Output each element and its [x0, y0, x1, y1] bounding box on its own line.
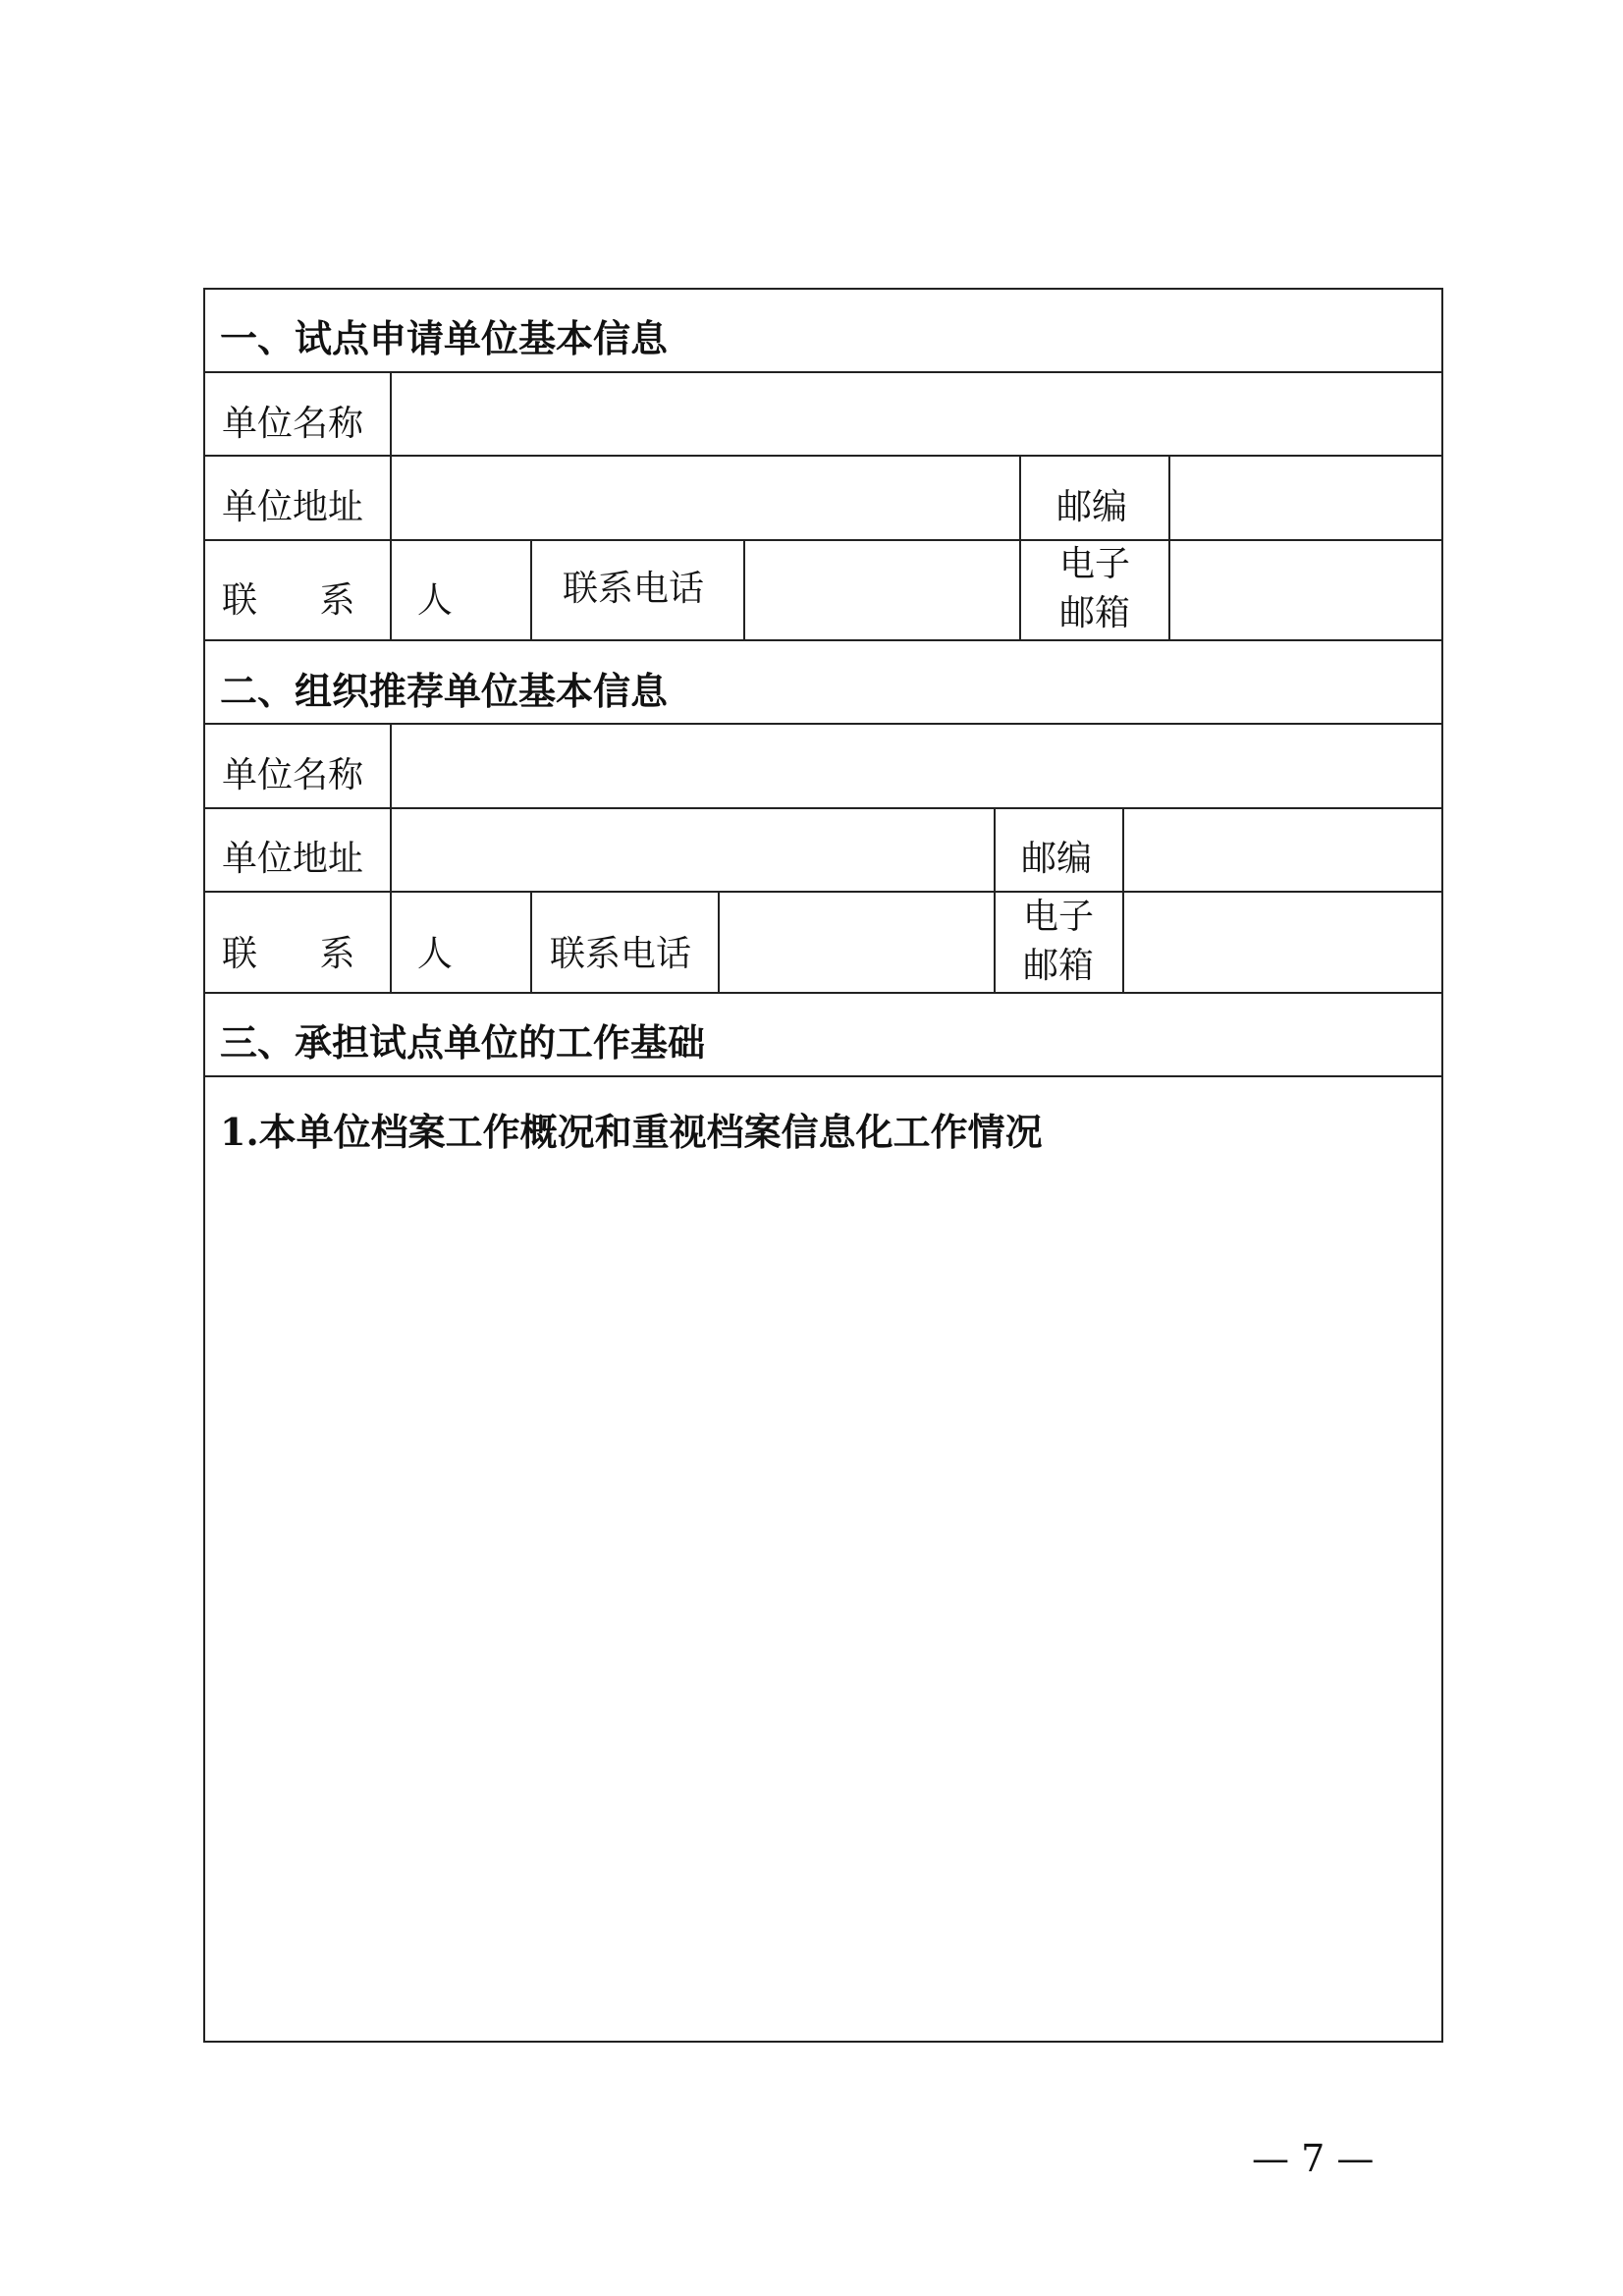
- section2-unit-name-label: 单位名称: [222, 755, 364, 795]
- col-divider: [1019, 455, 1021, 639]
- section1-contact-field[interactable]: [393, 541, 528, 637]
- col-divider: [743, 539, 745, 639]
- section1-contact-label: 联 系 人: [222, 580, 478, 621]
- col-divider: [994, 807, 996, 992]
- section1-unit-name-label: 单位名称: [222, 404, 364, 444]
- section2-email-label: [1004, 893, 1112, 991]
- section2-email-field[interactable]: [1125, 893, 1441, 990]
- section2-unit-name-field[interactable]: [393, 725, 1441, 805]
- section2-phone-field[interactable]: [721, 893, 992, 990]
- section1-email-label: [1041, 540, 1149, 638]
- section2-contact-field[interactable]: [393, 893, 528, 990]
- section1-email-label-line1: 电子: [1058, 544, 1130, 584]
- section1-phone-field[interactable]: [746, 541, 1017, 637]
- section2-email-label-line1: 电子: [1022, 897, 1094, 937]
- section3-item1-title: 1.本单位档案工作概况和重视档案信息化工作情况: [220, 1110, 1043, 1154]
- section2-email-label-line2: 邮箱: [1022, 946, 1094, 986]
- section3-title: 三、承担试点单位的工作基础: [220, 1021, 706, 1065]
- col-divider: [718, 891, 720, 992]
- section1-postcode-field[interactable]: [1171, 457, 1441, 537]
- section1-unit-address-label: 单位地址: [222, 487, 364, 527]
- col-divider: [530, 891, 532, 992]
- section1-unit-name-field[interactable]: [393, 373, 1441, 454]
- section2-postcode-label: 邮编: [1021, 839, 1093, 879]
- row-divider: [203, 1075, 1443, 1077]
- section1-unit-address-field[interactable]: [393, 457, 1017, 537]
- col-divider: [530, 539, 532, 639]
- col-divider: [1122, 807, 1124, 992]
- page-number: — 7 —: [1252, 2137, 1375, 2180]
- section2-contact-label: 联 系 人: [222, 934, 478, 974]
- row-divider: [203, 992, 1443, 994]
- section2-unit-address-field[interactable]: [393, 809, 992, 890]
- section3-item1-text-area[interactable]: [205, 1169, 1441, 2041]
- row-divider: [203, 639, 1443, 641]
- section2-unit-address-label: 单位地址: [222, 839, 364, 879]
- section2-postcode-field[interactable]: [1125, 809, 1441, 890]
- section2-phone-label: 联系电话: [550, 934, 692, 974]
- section1-phone-label: 联系电话: [563, 569, 705, 609]
- section1-postcode-label: 邮编: [1056, 487, 1128, 527]
- section1-email-field[interactable]: [1171, 541, 1441, 637]
- section1-title: 一、试点申请单位基本信息: [220, 317, 669, 360]
- section2-title: 二、组织推荐单位基本信息: [220, 670, 669, 713]
- section1-email-label-line2: 邮箱: [1058, 593, 1130, 633]
- col-divider: [1168, 455, 1170, 639]
